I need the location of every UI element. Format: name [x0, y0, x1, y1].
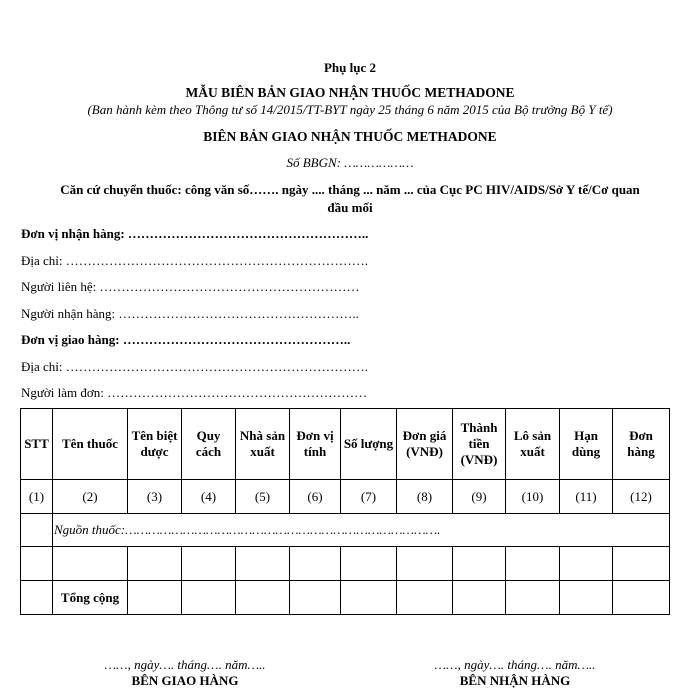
source-cell-empty	[21, 514, 53, 547]
column-number: (4)	[182, 480, 236, 514]
table-cell	[182, 547, 236, 581]
header-cell-expiry: Hạn dùng	[560, 409, 613, 480]
table-cell	[341, 581, 397, 615]
appendix-label: Phụ lục 2	[323, 60, 376, 75]
column-number: (2)	[53, 480, 128, 514]
table-cell	[453, 581, 506, 615]
table-cell	[341, 547, 397, 581]
table-cell	[506, 547, 560, 581]
header-cell-brand-name: Tên biệt dược	[128, 409, 182, 480]
table-cell	[236, 581, 290, 615]
table-row	[21, 547, 670, 581]
table-cell	[397, 581, 453, 615]
total-label: Tổng cộng	[53, 581, 128, 615]
table-cell	[613, 547, 670, 581]
column-number: (8)	[397, 480, 453, 514]
column-number-row	[21, 480, 670, 514]
sender-title: BÊN GIAO HÀNG	[131, 673, 239, 688]
column-number: (9)	[453, 480, 506, 514]
source-cell: Nguồn thuốc:……………………………………………………………………….	[53, 514, 670, 547]
column-number: (10)	[506, 480, 560, 514]
document-title: BIÊN BẢN GIAO NHẬN THUỐC METHADONE	[203, 129, 497, 144]
issued-note: (Ban hành kèm theo Thông tư số 14/2015/TT-BYT ngày 25 tháng 6 năm 2015 của Bộ trưởng Bộ Y tế)	[87, 102, 613, 117]
table-cell	[560, 547, 613, 581]
header-cell-drug-name: Tên thuốc	[53, 409, 128, 480]
sender-date-line: ……, ngày…. tháng…. năm…..	[104, 657, 266, 672]
sender-signature-block	[60, 657, 310, 689]
table-cell	[21, 547, 53, 581]
header-cell-lot: Lô sản xuất	[506, 409, 560, 480]
header-cell-specification: Quy cách	[182, 409, 236, 480]
table-header-row	[21, 409, 670, 480]
table-cell	[236, 547, 290, 581]
column-number: (5)	[236, 480, 290, 514]
table-cell	[128, 581, 182, 615]
header-cell-unit-price: Đơn giá (VNĐ)	[397, 409, 453, 480]
document-number: Số BBGN: ………………	[286, 155, 414, 170]
address-field-1: Địa chỉ: …………………………………………………………….	[21, 253, 369, 268]
receiver-signature-block	[390, 657, 640, 689]
column-number: (7)	[341, 480, 397, 514]
header-cell-manufacturer: Nhà sản xuất	[236, 409, 290, 480]
receiver-unit-field: Đơn vị nhận hàng: ………………………………………………..	[21, 226, 369, 241]
column-number: (1)	[21, 480, 53, 514]
table-cell	[397, 547, 453, 581]
column-number: (11)	[560, 480, 613, 514]
goods-table	[20, 408, 670, 615]
header-cell-unit: Đơn vị tính	[290, 409, 341, 480]
basis-line-1: Căn cứ chuyển thuốc: công văn số……. ngày .... tháng ... năm ... của Cục PC HIV/AIDS/Sở Y tế/Cơ quan	[60, 182, 640, 197]
column-number: (3)	[128, 480, 182, 514]
header-cell-order: Đơn hàng	[613, 409, 670, 480]
table-cell	[560, 581, 613, 615]
table-cell	[290, 581, 341, 615]
table-cell	[290, 547, 341, 581]
table-cell	[21, 581, 53, 615]
receiver-date-line: ……, ngày…. tháng…. năm…..	[434, 657, 596, 672]
basis-line-2: đầu mối	[327, 200, 373, 215]
requester-field: Người làm đơn: ……………………………………………………	[21, 385, 368, 400]
table-cell	[613, 581, 670, 615]
table-cell	[53, 547, 128, 581]
table-cell	[182, 581, 236, 615]
source-row	[21, 514, 670, 547]
table-cell	[506, 581, 560, 615]
address-field-2: Địa chỉ: …………………………………………………………….	[21, 359, 369, 374]
table-cell	[128, 547, 182, 581]
total-row	[21, 581, 670, 615]
table-cell	[453, 547, 506, 581]
header-cell-stt: STT	[21, 409, 53, 480]
column-number: (6)	[290, 480, 341, 514]
receiver-title: BÊN NHẬN HÀNG	[459, 673, 571, 688]
header-cell-amount: Thành tiền (VNĐ)	[453, 409, 506, 480]
sender-unit-field: Đơn vị giao hàng: ……………………………………………..	[21, 332, 351, 347]
contact-person-field: Người liên hệ: ……………………………………………………	[21, 279, 360, 294]
form-title: MẪU BIÊN BẢN GIAO NHẬN THUỐC METHADONE	[185, 85, 515, 100]
receiver-person-field: Người nhận hàng: ………………………………………………..	[21, 306, 359, 321]
header-cell-quantity: Số lượng	[341, 409, 397, 480]
column-number: (12)	[613, 480, 670, 514]
